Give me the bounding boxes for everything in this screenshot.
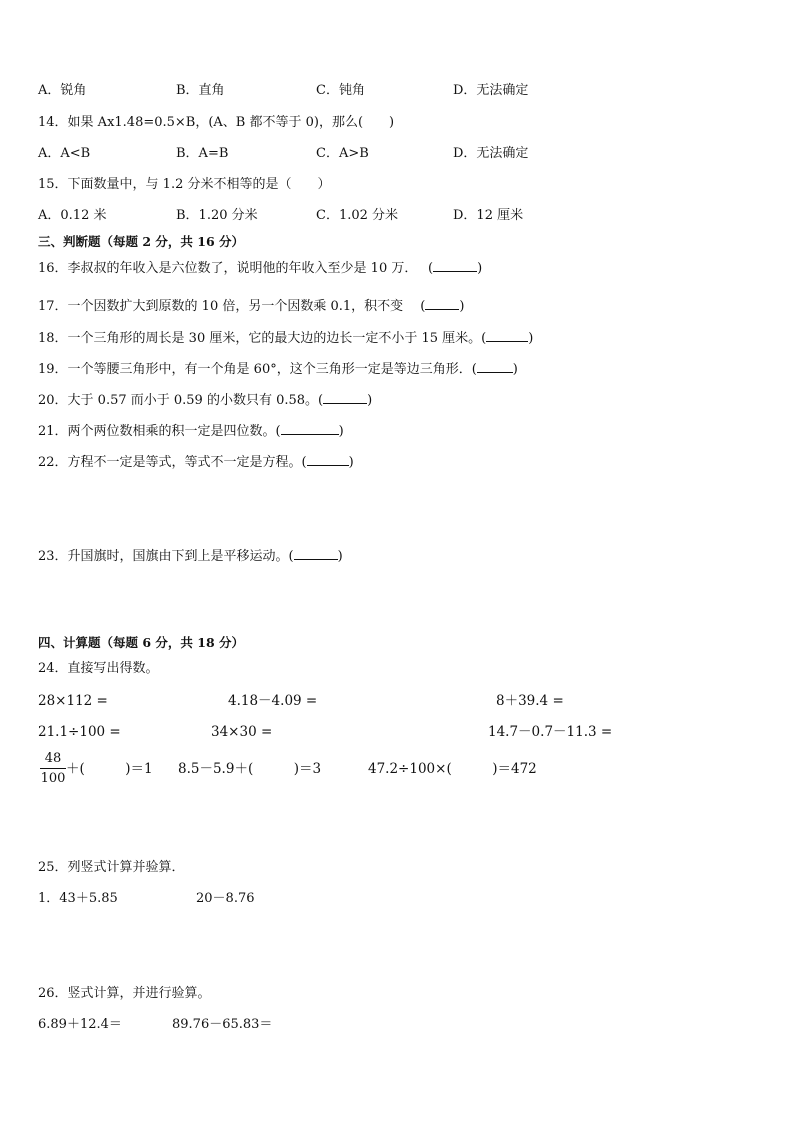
section4-title: 四、计算题（每题 6 分，共 18 分） (38, 635, 245, 650)
judgment-17-close: ) (459, 299, 465, 314)
q15-stem: 15．下面数量中，与 1.2 分米不相等的是（ ） (38, 177, 331, 192)
section3-title: 三、判断题（每题 2 分，共 16 分） (38, 234, 245, 249)
q24-stem: 24．直接写出得数。 (38, 661, 159, 676)
judgment-17-text: 17．一个因数扩大到原数的 10 倍，另一个因数乘 0.1，积不变 ( (38, 299, 426, 314)
calc-item: ＋( )＝1 (66, 761, 153, 777)
judgment-21 (38, 422, 344, 441)
judgment-20-text: 20．大于 0.57 而小于 0.59 的小数只有 0.58。( (38, 393, 324, 408)
q15-option-d: D．12 厘米 (453, 208, 524, 223)
judgment-19-close: ) (512, 362, 518, 377)
judgment-23-close: ) (337, 549, 343, 564)
calc-item: 28×112 = (38, 693, 108, 709)
judgment-23 (38, 547, 343, 566)
calc-item: 4.18－4.09 = (228, 693, 318, 709)
calc-item: 47.2÷100×( )＝472 (368, 761, 537, 777)
q13-option-c: C．钝角 (316, 83, 365, 98)
q25-stem: 25．列竖式计算并验算． (38, 860, 185, 875)
judgment-17 (38, 297, 464, 316)
judgment-20 (38, 391, 372, 410)
calc-item: 6.89＋12.4＝ (38, 1017, 122, 1032)
fraction-bar (40, 768, 66, 769)
judgment-16 (38, 259, 482, 278)
judgment-22-close: ) (348, 455, 354, 470)
q14-option-c: C．A>B (316, 146, 369, 161)
calc-item: 21.1÷100 = (38, 724, 121, 740)
judgment-18 (38, 329, 533, 348)
calc-item: 34×30 = (211, 724, 273, 740)
answer-blank[interactable] (486, 329, 528, 342)
answer-blank[interactable] (307, 453, 349, 466)
q14-stem: 14．如果 Ax1.48=0.5×B，(A、B 都不等于 0)，那么( ) (38, 115, 395, 130)
answer-blank[interactable] (323, 391, 367, 404)
q14-option-a: A．A<B (38, 146, 91, 161)
judgment-23-text: 23．升国旗时，国旗由下到上是平移运动。( (38, 549, 294, 564)
fraction-denominator: 100 (40, 771, 66, 786)
calc-item: 8.5－5.9＋( )＝3 (178, 761, 322, 777)
judgment-19 (38, 360, 518, 379)
q15-option-b: B．1.20 分米 (176, 208, 258, 223)
q13-option-d: D．无法确定 (453, 83, 529, 98)
judgment-16-text: 16．李叔叔的年收入是六位数了，说明他的年收入至少是 10 万． ( (38, 261, 434, 276)
judgment-18-text: 18．一个三角形的周长是 30 厘米，它的最大边的边长一定不小于 15 厘米。( (38, 331, 487, 346)
judgment-21-close: ) (338, 424, 344, 439)
answer-blank[interactable] (281, 422, 339, 435)
q26-stem: 26．竖式计算，并进行验算。 (38, 986, 211, 1001)
judgment-20-close: ) (367, 393, 373, 408)
judgment-21-text: 21．两个两位数相乘的积一定是四位数。( (38, 424, 281, 439)
judgment-18-close: ) (528, 331, 534, 346)
q14-option-b: B．A=B (176, 146, 229, 161)
judgment-19-text: 19．一个等腰三角形中，有一个角是 60°，这个三角形一定是等边三角形．( (38, 362, 477, 377)
answer-blank[interactable] (433, 259, 477, 272)
answer-blank[interactable] (425, 297, 459, 310)
q14-option-d: D．无法确定 (453, 146, 529, 161)
calc-item: 20－8.76 (196, 891, 255, 906)
judgment-22 (38, 453, 354, 472)
calc-item: 8＋39.4 = (496, 693, 564, 709)
answer-blank[interactable] (294, 547, 338, 560)
fraction-numerator: 48 (44, 751, 62, 766)
q15-option-c: C．1.02 分米 (316, 208, 399, 223)
q13-option-a: A．锐角 (38, 83, 87, 98)
calc-item: 14.7－0.7－11.3 = (488, 724, 613, 740)
judgment-22-text: 22．方程不一定是等式，等式不一定是方程。( (38, 455, 307, 470)
fraction-48-100 (40, 750, 66, 787)
calc-item: 89.76－65.83＝ (172, 1017, 273, 1032)
q13-option-b: B．直角 (176, 83, 225, 98)
judgment-16-close: ) (477, 261, 483, 276)
q15-option-a: A．0.12 米 (38, 208, 107, 223)
calc-item: 1．43＋5.85 (38, 891, 118, 906)
answer-blank[interactable] (477, 360, 513, 373)
